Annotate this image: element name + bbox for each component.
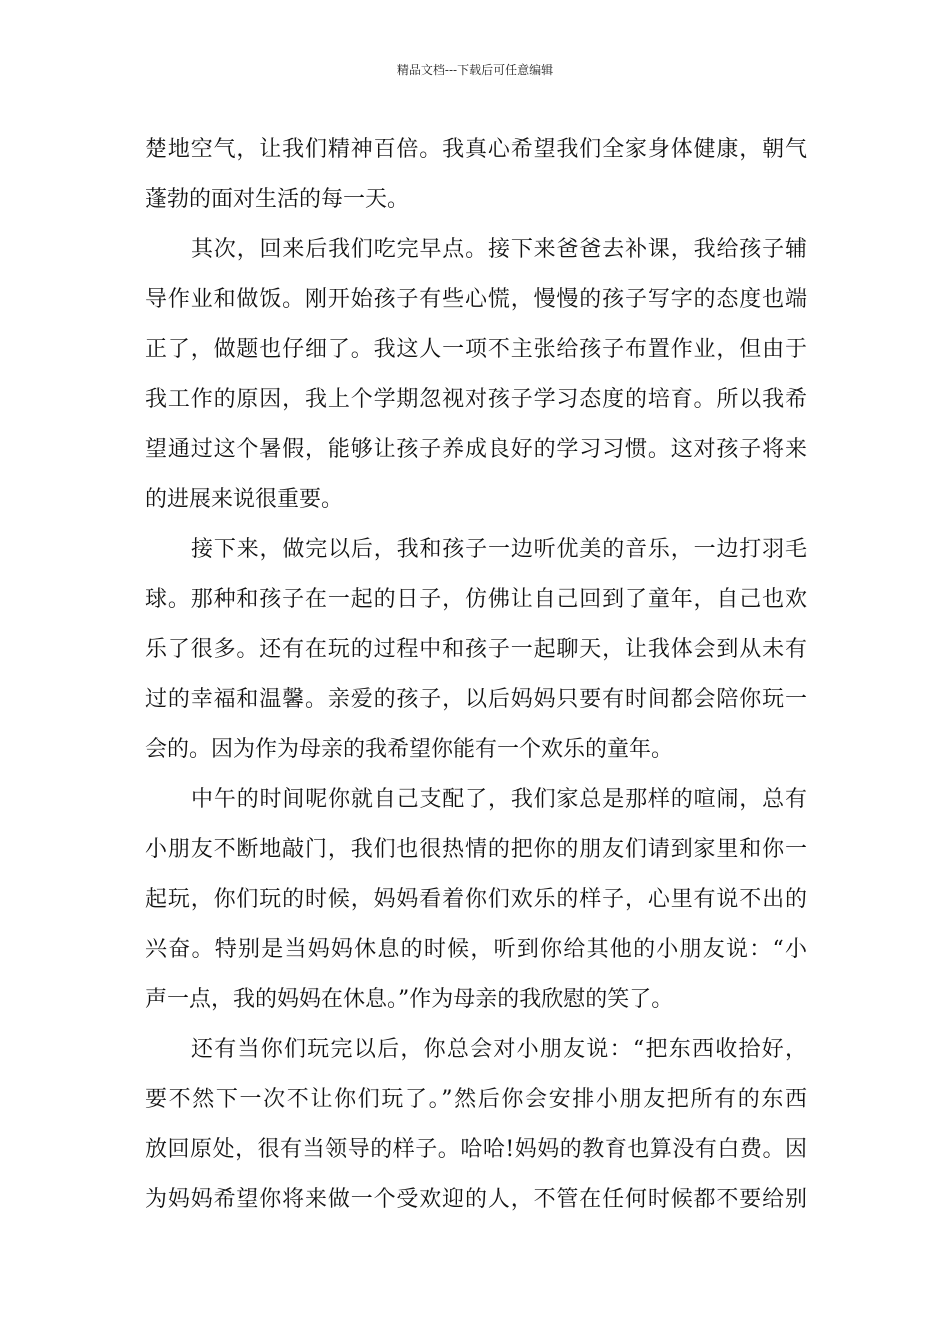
paragraph bbox=[145, 1025, 807, 1225]
text-line: 为妈妈希望你将来做一个受欢迎的人，不管在任何时候都不要给别 bbox=[145, 1187, 807, 1212]
paragraph bbox=[145, 225, 807, 525]
text-line: 的进展来说很重要。 bbox=[145, 487, 344, 512]
text-line: 还有当你们玩完以后，你总会对小朋友说：“把东西收拾好， bbox=[191, 1037, 807, 1062]
text-line: 起玩，你们玩的时候，妈妈看着你们欢乐的样子，心里有说不出的 bbox=[145, 887, 807, 912]
paragraph bbox=[145, 525, 807, 775]
text-line: 其次，回来后我们吃完早点。接下来爸爸去补课，我给孩子辅 bbox=[191, 237, 807, 262]
text-line: 楚地空气，让我们精神百倍。我真心希望我们全家身体健康，朝气 bbox=[145, 137, 807, 162]
text-line: 球。那种和孩子在一起的日子，仿佛让自己回到了童年，自己也欢 bbox=[145, 587, 807, 612]
paragraph bbox=[145, 775, 807, 1025]
text-line: 声一点，我的妈妈在休息。”作为母亲的我欣慰的笑了。 bbox=[145, 987, 674, 1012]
text-line: 接下来，做完以后，我和孩子一边听优美的音乐，一边打羽毛 bbox=[191, 537, 807, 562]
page-header: 精品文档---下载后可任意编辑 bbox=[396, 63, 554, 77]
text-line: 望通过这个暑假，能够让孩子养成良好的学习习惯。这对孩子将来 bbox=[145, 437, 807, 462]
text-line: 乐了很多。还有在玩的过程中和孩子一起聊天，让我体会到从未有 bbox=[145, 637, 807, 662]
paragraph bbox=[145, 125, 807, 225]
document-body bbox=[145, 125, 807, 1225]
text-line: 过的幸福和温馨。亲爱的孩子，以后妈妈只要有时间都会陪你玩一 bbox=[145, 687, 807, 712]
text-line: 兴奋。特别是当妈妈休息的时候，听到你给其他的小朋友说：“小 bbox=[145, 937, 807, 962]
text-line: 中午的时间呢你就自己支配了，我们家总是那样的喧闹，总有 bbox=[191, 787, 807, 812]
text-line: 会的。因为作为母亲的我希望你能有一个欢乐的童年。 bbox=[145, 737, 674, 762]
text-line: 导作业和做饭。刚开始孩子有些心慌，慢慢的孩子写字的态度也端 bbox=[145, 287, 807, 312]
text-line: 我工作的原因，我上个学期忽视对孩子学习态度的培育。所以我希 bbox=[145, 387, 807, 412]
text-line: 小朋友不断地敲门，我们也很热情的把你的朋友们请到家里和你一 bbox=[145, 837, 807, 862]
text-line: 要不然下一次不让你们玩了。”然后你会安排小朋友把所有的东西 bbox=[145, 1087, 807, 1112]
text-line: 正了，做题也仔细了。我这人一项不主张给孩子布置作业，但由于 bbox=[145, 337, 807, 362]
text-line: 蓬勃的面对生活的每一天。 bbox=[145, 187, 410, 212]
text-line: 放回原处，很有当领导的样子。哈哈!妈妈的教育也算没有白费。因 bbox=[145, 1137, 807, 1162]
